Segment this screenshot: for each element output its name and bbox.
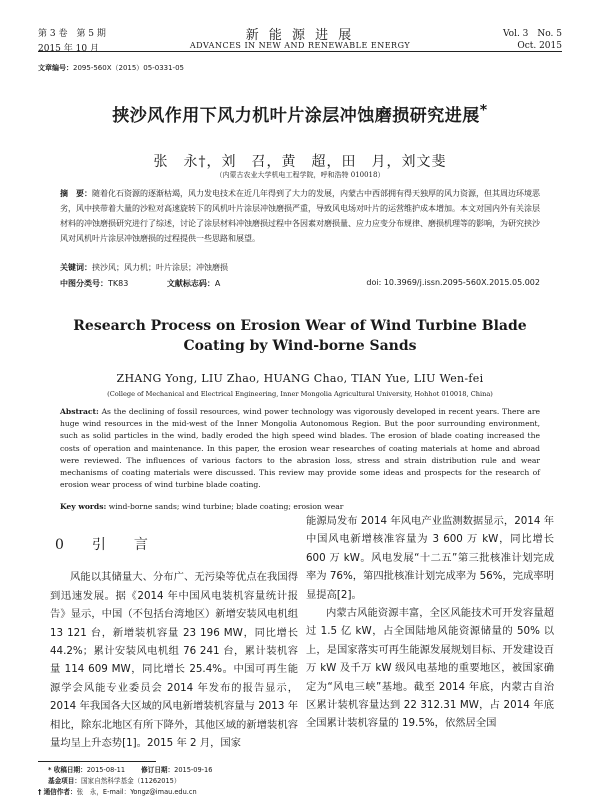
classification-line: [60, 278, 540, 289]
header-rule: [38, 51, 562, 52]
journal-title-en: ADVANCES IN NEW AND RENEWABLE ENERGY: [189, 41, 411, 50]
corr-text: 张 永，E-mail：Yongz@imau.edu.cn: [76, 788, 197, 796]
article-number: [38, 63, 184, 73]
authors-en: ZHANG Yong, LIU Zhao, HUANG Chao, TIAN Yue, LIU Wen-fei: [116, 372, 484, 385]
abstract-cn-text: 随着化石资源的逐渐枯竭，风力发电技术在近几年得到了大力的发展，内蒙古中西部拥有得天独厚的风力资源，但其周边环境恶劣，风中挟带着大量的沙粒对高速旋转下的风机叶片涂层冲蚀磨损严重，导致风电场对叶片的运营维护成本增加。本文对国内外有关涂层材料的冲蚀磨损研究进行了综述，讨论了涂层材料冲蚀磨损过程中各因素对磨损量、应力应变分布规律、磨损机理等的影响，为研究挟沙风对风机叶片涂层冲蚀磨损的过程提供一些思路和展望。: [60, 189, 540, 243]
doc-code-value: A: [214, 279, 221, 288]
footnote-dates: [48, 764, 212, 774]
keywords-cn-text: 挟沙风；风力机；叶片涂层；冲蚀磨损: [92, 263, 228, 272]
keywords-en-text: wind-borne sands; wind turbine; blade coating; erosion wear: [108, 502, 344, 511]
fund-label: 基金项目：: [48, 777, 81, 785]
clc-label: 中图分类号：: [60, 279, 108, 288]
received-label: * 收稿日期：: [48, 766, 87, 774]
volume-en: Vol. 3 No. 5: [502, 29, 562, 39]
doc-code-label: 文献标志码：: [166, 279, 215, 288]
paper-title-cn: [0, 101, 600, 126]
affiliation-cn: （内蒙古农业大学机电工程学院，呼和浩特 010018）: [215, 171, 385, 179]
title-footnote-mark: *: [479, 102, 488, 119]
date-en: Oct. 2015: [517, 41, 562, 51]
corr-label: † 通信作者：: [38, 788, 77, 796]
footnote-corresponding-author: [38, 786, 197, 796]
body-paragraph: 能源局发布 2014 年风电产业监测数据显示，2014 年中国风电新增核准容量为 3 600 万 kW，同比增长 600 万 kW。风电发展“十二五”第三批核准计划完成率为 76%，第四批核准计划完成率为 56%，完成率明显提高[2]。: [306, 515, 554, 601]
date-cn: 2015 年 10 月: [38, 44, 99, 54]
fund-text: 国家自然科学基金（11262015）: [80, 777, 181, 785]
keywords-en-label: Key words:: [60, 502, 107, 511]
abstract-cn-label: 摘 要：: [60, 189, 92, 198]
footnote-fund: [48, 775, 180, 785]
body-column-right: [306, 512, 554, 733]
article-number-label: 文章编号：: [38, 64, 73, 72]
body-paragraph: 风能以其储量大、分布广、无污染等优点在我国得到迅速发展。据《2014 年中国风电装机容量统计报告》显示，中国（不包括台湾地区）新增安装风电机组 13 121 台，新增装机容量 23 196 MW，同比增长 44.2%；累计安装风电机组 76 241 台，累计装机容量 114 609 MW，同比增长 25.4%。中国可再生能源学会风能专业委员会 2014 年发布的报告显示，2014 年我国各大区域的风电新增装机容量与 2013 年相比，除东北地区有所下降外，其他区域的新增装机容量均呈上升态势[1]。2015 年 2 月，国家: [50, 571, 298, 750]
paper-title-en: Research Process on Erosion Wear of Wind Turbine Blade Coating by Wind-borne Sands: [73, 318, 527, 354]
authors-cn: 张 永†，刘 召，黄 超，田 月，刘文斐: [153, 154, 447, 170]
body-column-left: [50, 524, 298, 752]
revised-label: 修订日期：: [141, 766, 175, 774]
abstract-en-label: Abstract:: [60, 407, 99, 416]
abstract-cn: [60, 186, 540, 246]
received-date: 2015-08-11: [86, 766, 126, 774]
volume-cn: 第 3 卷 第 5 期: [38, 29, 106, 39]
body-paragraph: 内蒙古风能资源丰富，全区风能技术可开发容量超过 1.5 亿 kW，占全国陆地风能资源储量的 50% 以上，是国家落实可再生能源发展规划目标、开发建设百万 kW 及千万 kW 级风电基地的重要地区，被国家确定为“风电三峡”基地。截至 2014 年底，内蒙古自治区累计装机容量达到 22 312.31 MW，占 2014 年底全国累计装机容量的 19.5%，依然居全国: [306, 607, 554, 730]
abstract-en: [60, 406, 540, 491]
article-number-value: 2095-560X（2015）05-0331-05: [73, 64, 184, 72]
keywords-en: [60, 502, 540, 511]
affiliation-en: (College of Mechanical and Electrical Engineering, Inner Mongolia Agricultural University, Hohhot 010018, China): [107, 390, 493, 398]
footnote-rule: [38, 761, 156, 762]
abstract-en-text: As the declining of fossil resources, wind power technology was vigorously developed in recent years. There are huge wind resources in the mid-west of the Inner Mongolia Autonomous Region. But the poor surrounding environment, such as solid particles in the wind, badly eroded the high speed wind blades. The erosion of blade coating increased the costs of operation and maintenance. In this paper, the erosion wear researches of coating materials at home and abroad were reviewed. The influences of various factors to the abrasion loss, stress and strain distribution rule and wear mechanisms of coating materials were discussed. This review may provide some ideas and prospects for the research of erosion wear process of wind turbine blade coating.: [60, 407, 540, 490]
section-heading: 0 引 言: [55, 537, 155, 553]
revised-date: 2015-09-16: [174, 766, 213, 774]
keywords-cn: [60, 262, 540, 273]
doi: doi: 10.3969/j.issn.2095-560X.2015.05.002: [366, 278, 540, 287]
paper-title-cn-text: 挟沙风作用下风力机叶片涂层冲蚀磨损研究进展: [112, 106, 480, 126]
keywords-cn-label: 关键词：: [60, 263, 92, 272]
journal-title-cn: 新 能 源 进 展: [245, 28, 355, 43]
clc-value: TK83: [108, 279, 129, 288]
